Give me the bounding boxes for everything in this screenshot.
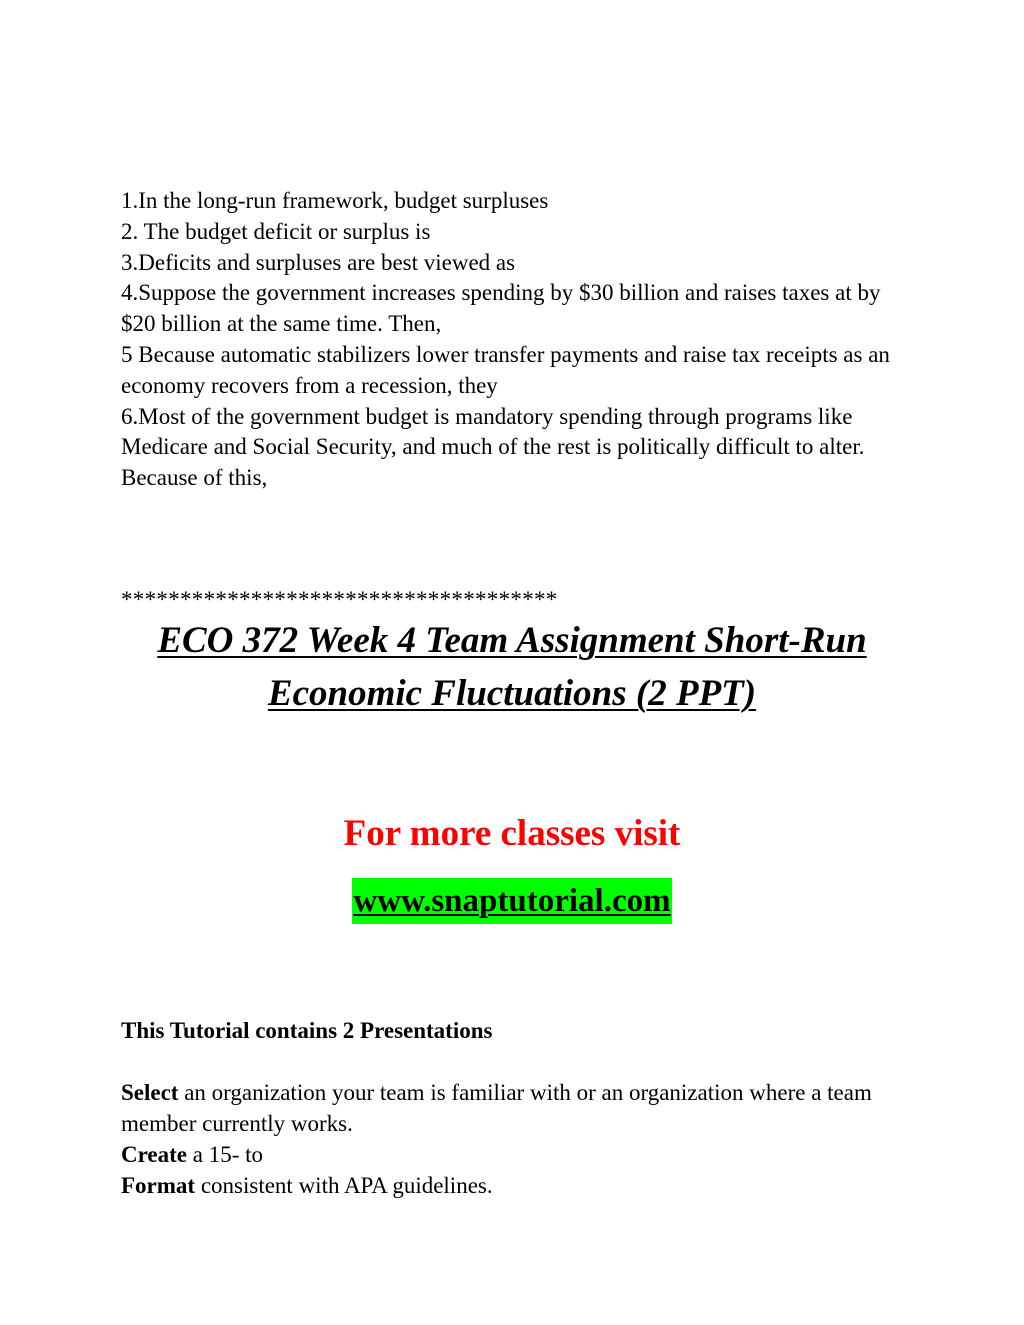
asterisk-separator: *************************************: [121, 587, 558, 612]
instruction-text: an organization your team is familiar with or an organization where a team member currently works.: [121, 1080, 872, 1136]
instruction-list: [121, 1077, 881, 1201]
question-5: 5 Because automatic stabilizers lower transfer payments and raise tax receipts as an economy recovers from a recession, they: [121, 341, 890, 398]
question-1: 1.In the long-run framework, budget surpluses: [121, 188, 549, 213]
promo-url-container: [0, 878, 1024, 924]
instruction-item: [121, 1139, 881, 1170]
question-2: 2. The budget deficit or surplus is: [121, 218, 431, 244]
instruction-item: [121, 1170, 881, 1201]
question-3: 3.Deficits and surpluses are best viewed as: [121, 249, 516, 275]
instruction-keyword: Select: [121, 1080, 179, 1105]
instruction-text: a 15- to: [186, 1142, 263, 1167]
instruction-keyword: Create: [121, 1142, 187, 1167]
instruction-keyword: Format: [121, 1173, 196, 1198]
question-4: 4.Suppose the government increases spending by $30 billion and raises taxes at by $20 billion at the same time. Then,: [121, 280, 881, 337]
instruction-text: consistent with APA guidelines.: [195, 1173, 493, 1198]
question-list: [121, 186, 911, 494]
contains-heading: This Tutorial contains 2 Presentations: [121, 1018, 493, 1043]
promo-visit-text: For more classes visit: [343, 813, 681, 854]
instruction-item: [121, 1077, 881, 1139]
question-6: 6.Most of the government budget is mandatory spending through programs like Medicare and Social Security, and much of the rest is politically difficult to alter. Because of this,: [121, 403, 865, 491]
course-title: ECO 372 Week 4 Team Assignment Short-Run Economic Fluctuations (2 PPT): [157, 620, 867, 714]
promo-url-link[interactable]: www.snaptutorial.com: [352, 878, 671, 924]
